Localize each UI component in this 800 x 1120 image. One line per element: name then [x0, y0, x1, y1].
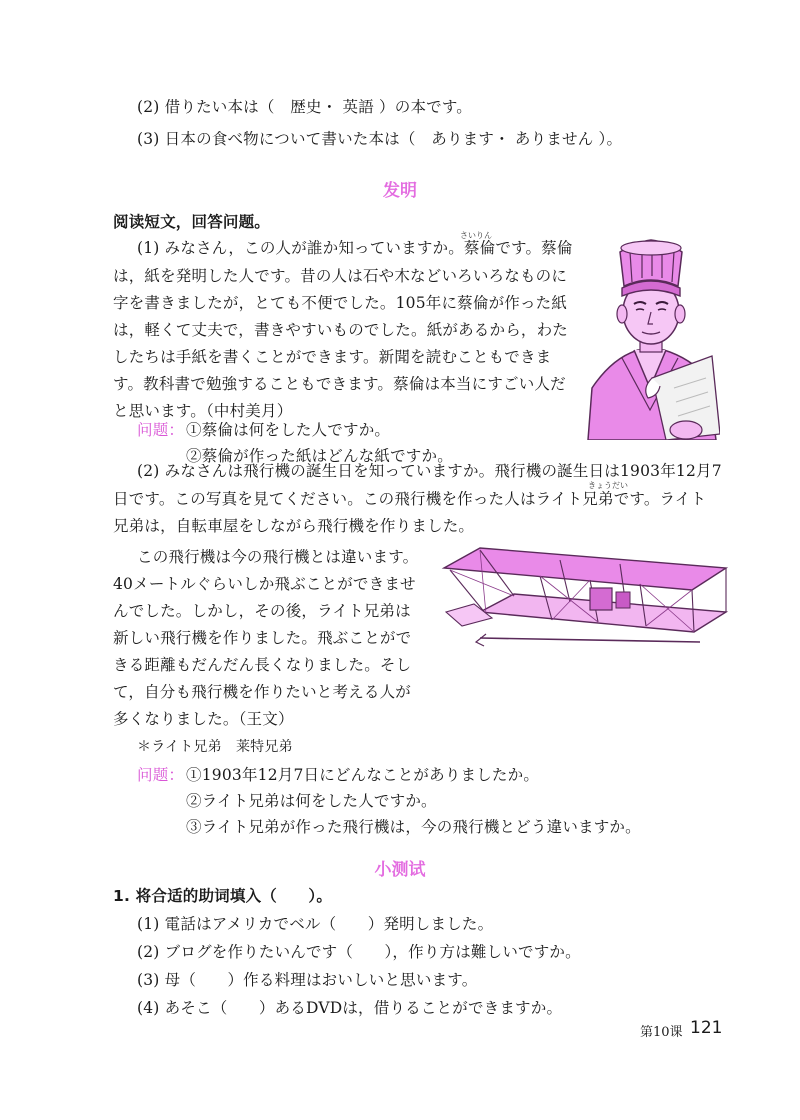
p3-line-2: 40メートルぐらいしか飛ぶことができませ [113, 575, 416, 593]
p3-line-4: 新しい飛行機を作りました。飛ぶことがで [113, 629, 412, 647]
p1-line-7: と思います。（中村美月） [113, 402, 293, 420]
p1-line-6: す。教科書で勉強することもできます。蔡倫は本当にすごい人だ [113, 375, 566, 393]
section-title-quiz: 小测试 [374, 860, 426, 880]
p2-line-3: 兄弟は，自転車屋をしながら飛行機を作りました。 [113, 517, 475, 535]
p2-line-2: 日です。この写真を見てください。この飛行機を作った人はライト兄弟です。ライト [113, 490, 707, 508]
p1-line-3: 字を書きましたが，とても不便でした。105年に蔡倫が作った紙 [113, 294, 568, 312]
section-title-invention: 发明 [383, 181, 417, 201]
top-question-2: (2) 借りたい本は（ 歴史・ 英語 ）の本です。 [137, 98, 472, 116]
p3-line-1: この飛行機は今の飛行機とは違います。 [137, 548, 419, 566]
quiz-heading: 1. 将合适的助词填入（ ）。 [113, 887, 333, 905]
question-label-2: 问题： [137, 766, 185, 784]
question-2-2: ②ライト兄弟は何をした人ですか。 [186, 792, 437, 810]
p2-line-1: (2) みなさんは飛行機の誕生日を知っていますか。飛行機の誕生日は1903年12月7 [137, 462, 722, 480]
instruction: 阅读短文，回答问题。 [113, 213, 271, 231]
question-1-1: ①蔡倫は何をした人ですか。 [186, 421, 391, 439]
question-1-2: ②蔡倫が作った紙はどんな紙ですか。 [186, 447, 453, 465]
quiz-item-1: (1) 電話はアメリカでベル（ ）発明しました。 [137, 915, 494, 933]
p3-line-6: て，自分も飛行機を作りたいと考える人が [113, 683, 411, 701]
ruby-kyodai: きょうだい [588, 481, 628, 490]
footer-page-number: 121 [690, 1018, 723, 1038]
cai-lun-portrait [582, 238, 720, 440]
note-wright-brothers: ＊ライト兄弟 莱特兄弟 [137, 739, 293, 755]
question-label-1: 问题： [137, 421, 185, 439]
p3-line-7: 多くなりました。（王文） [113, 710, 294, 728]
top-question-3: (3) 日本の食べ物について書いた本は（ あります・ ありません ）。 [137, 130, 623, 148]
quiz-item-4: (4) あそこ（ ）あるDVDは，借りることができますか。 [137, 999, 563, 1017]
ruby-cai-lun: さいりん [460, 231, 492, 240]
p1-line-2: は，紙を発明した人です。昔の人は石や木などいろいろなものに [113, 267, 568, 285]
p1-line-1: (1) みなさん，この人が誰か知っていますか。蔡倫です。蔡倫 [137, 239, 573, 257]
p3-line-5: きる距離もだんだん長くなりました。そし [113, 656, 412, 674]
p3-line-3: んでした。しかし，その後，ライト兄弟は [113, 602, 411, 620]
wright-flyer-illustration [440, 542, 730, 652]
question-2-1: ①1903年12月7日にどんなことがありましたか。 [186, 766, 540, 784]
quiz-item-2: (2) ブログを作りたいんです（ ），作り方は難しいですか。 [137, 943, 581, 961]
p1-line-5: したちは手紙を書くことができます。新聞を読むこともできま [113, 348, 552, 366]
question-2-3: ③ライト兄弟が作った飛行機は，今の飛行機とどう違いますか。 [186, 818, 641, 836]
footer-lesson: 第10课 [640, 1025, 683, 1040]
quiz-item-3: (3) 母（ ）作る料理はおいしいと思います。 [137, 971, 478, 989]
p1-line-4: は，軽くて丈夫で，書きやすいものでした。紙があるから，わた [113, 321, 568, 339]
